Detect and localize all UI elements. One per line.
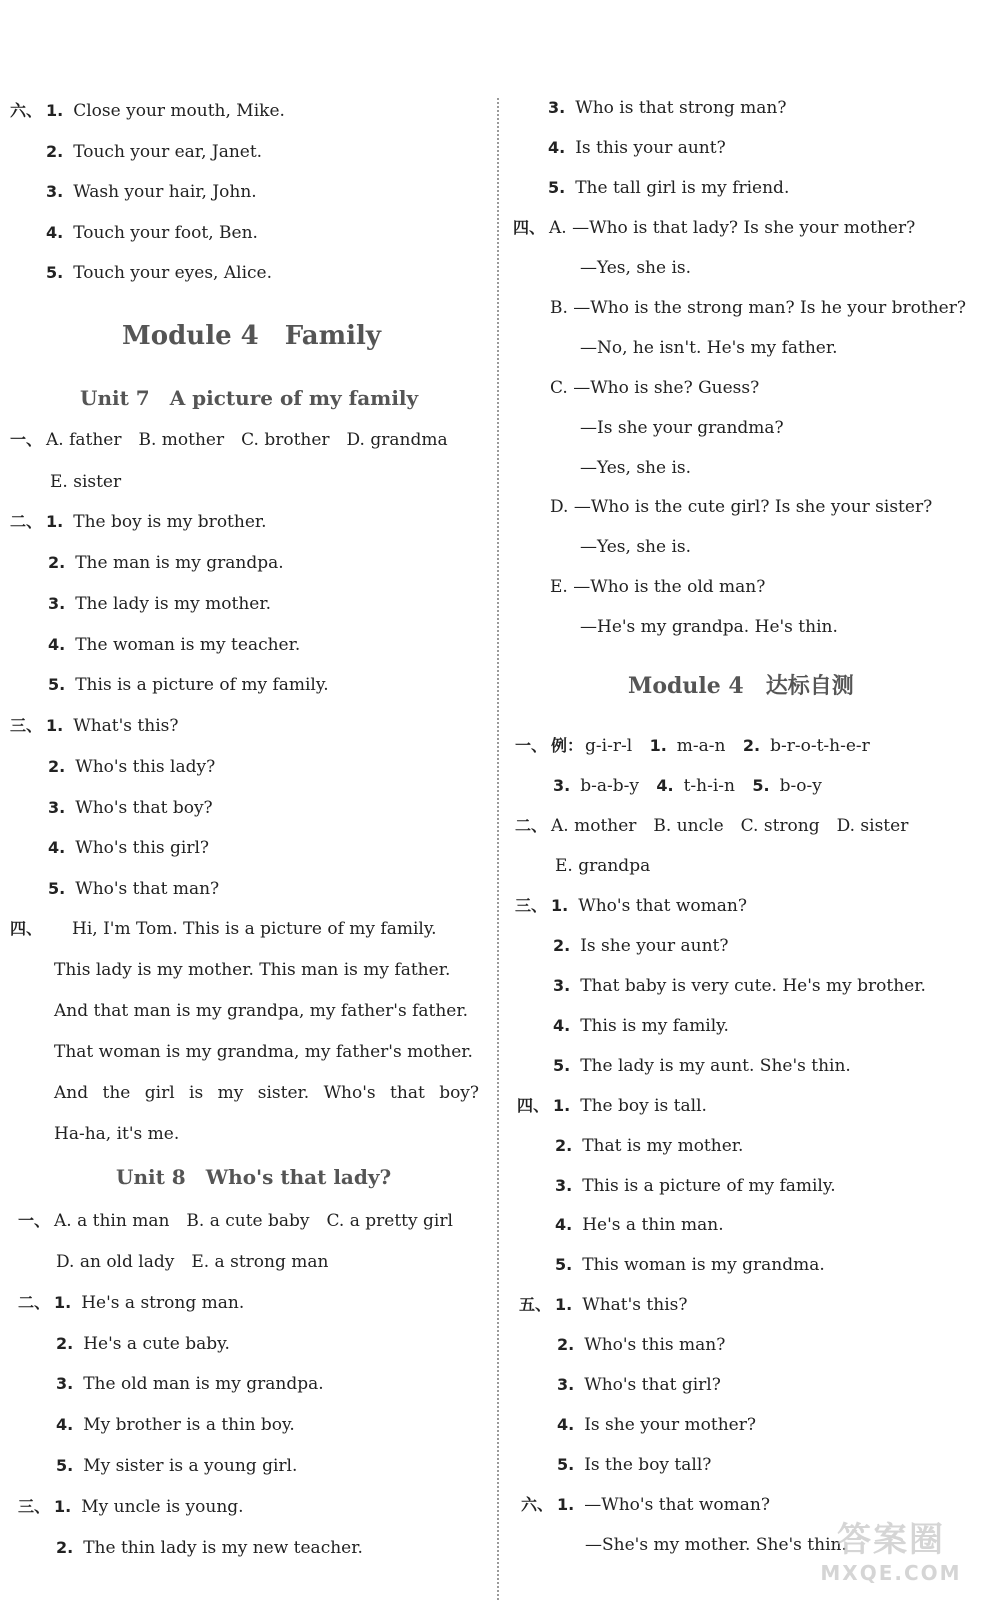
answer-line (46, 141, 262, 163)
item-number: 1. (54, 1293, 72, 1312)
dialogue-line: —Yes, she is. (580, 537, 692, 557)
section-label: 六、 (521, 1495, 554, 1514)
answer-text: A. father B. mother C. brother D. grandma (46, 430, 448, 450)
section-label: 二、 (515, 816, 548, 835)
answer-line (46, 262, 272, 284)
answer-line (557, 1374, 721, 1396)
item-number: 1. (46, 101, 64, 120)
item-number: 1. (551, 896, 569, 915)
item-number: 4. (557, 1415, 575, 1434)
answer-line (555, 1254, 825, 1276)
answer-line (56, 1333, 230, 1355)
answer-line (515, 815, 908, 837)
item-number: 3. (56, 1374, 74, 1393)
section-label: 三、 (10, 716, 43, 735)
item-number: 3. (46, 182, 64, 201)
answer-line (10, 429, 448, 451)
answer-line (548, 97, 786, 119)
item-number: 3. (48, 594, 66, 613)
section-label: 一、 (18, 1211, 51, 1230)
item-number: 4. (46, 223, 64, 242)
passage-line: Ha-ha, it's me. (54, 1124, 180, 1144)
answer-line (517, 1095, 707, 1117)
answer-text: The boy is tall. (580, 1096, 707, 1116)
item-number: 5. (56, 1456, 74, 1475)
passage-line: And that man is my grandpa, my father's father. (54, 1001, 469, 1021)
answer-line (521, 1494, 770, 1516)
item-number: 4. (656, 776, 674, 795)
answer-line (48, 797, 213, 819)
dialogue-line: —No, he isn't. He's my father. (580, 338, 838, 358)
item-number: 2. (56, 1334, 74, 1353)
answer-line (10, 715, 178, 737)
item-number: 3. (553, 976, 571, 995)
item-number: 5. (555, 1255, 573, 1274)
answer-text: —She's my mother. She's thin. (585, 1535, 847, 1555)
answer-text: Touch your foot, Ben. (73, 223, 258, 243)
item-number: 4. (548, 138, 566, 157)
item-number: 1. (553, 1096, 571, 1115)
watermark-logo-text: 答案圈 (837, 1520, 945, 1560)
section-label: 四、 (513, 218, 546, 237)
item-number: 1. (557, 1495, 575, 1514)
watermark-url: MXQE.COM (820, 1561, 962, 1585)
answer-text: b-r-o-t-h-e-r (770, 736, 870, 756)
section-label: 五、 (519, 1295, 552, 1314)
answer-line (10, 511, 267, 533)
section-label: 四、 (10, 919, 43, 938)
answer-text: E. sister (50, 472, 122, 492)
answer-text: Touch your ear, Janet. (73, 142, 263, 162)
item-number: 2. (555, 1136, 573, 1155)
passage-line: That woman is my grandma, my father's mother. (54, 1042, 473, 1062)
dialogue-line: C. —Who is she? Guess? (550, 378, 760, 398)
answer-line (557, 1334, 725, 1356)
answer-text: Who's that man? (75, 879, 220, 899)
answer-text: Who's that girl? (584, 1375, 721, 1395)
answer-line (553, 1055, 851, 1077)
answer-text: The woman is my teacher. (75, 635, 301, 655)
answer-line (557, 1414, 756, 1436)
dialogue-line: B. —Who is the strong man? Is he your brother? (550, 298, 966, 318)
answer-line (56, 1251, 328, 1273)
answer-line (519, 1294, 687, 1316)
section-label: 二、 (10, 512, 43, 531)
answer-line (515, 895, 747, 917)
answer-text: He's a strong man. (81, 1293, 245, 1313)
item-number: 5. (48, 675, 66, 694)
answer-line (18, 1210, 453, 1232)
answer-text: A. mother B. uncle C. strong D. sister (551, 816, 909, 836)
item-number: 2. (48, 553, 66, 572)
unit-title: Unit 7 A picture of my family (80, 386, 419, 410)
unit-title: Unit 8 Who's that lady? (116, 1165, 392, 1189)
answer-text: The old man is my grandpa. (83, 1374, 324, 1394)
answer-text: b-o-y (779, 776, 822, 796)
answer-line (555, 1175, 836, 1197)
answer-line (48, 878, 219, 900)
answer-text: Close your mouth, Mike. (73, 101, 285, 121)
item-number: 1. (46, 716, 64, 735)
answer-text: The thin lady is my new teacher. (83, 1538, 363, 1558)
item-number: 1. (46, 512, 64, 531)
answer-text: The tall girl is my friend. (575, 178, 790, 198)
item-number: 2. (48, 757, 66, 776)
dialogue-line: —Yes, she is. (580, 458, 692, 478)
item-number: 1. (54, 1497, 72, 1516)
section-label: 六、 (10, 101, 43, 120)
answer-line (48, 593, 271, 615)
answer-text: Is the boy tall? (584, 1455, 712, 1475)
answer-line (48, 552, 284, 574)
module-title: Module 4 Family (122, 321, 382, 351)
item-number: 1. (649, 736, 667, 755)
dialogue-line: —Yes, she is. (580, 258, 692, 278)
answer-text: This woman is my grandma. (582, 1255, 825, 1275)
answer-line (56, 1373, 324, 1395)
item-number: 5. (548, 178, 566, 197)
item-number: 4. (553, 1016, 571, 1035)
item-number: 5. (557, 1455, 575, 1474)
dialogue-line: —Is she your grandma? (580, 418, 784, 438)
answer-text: Is she your aunt? (580, 936, 729, 956)
answer-text: Wash your hair, John. (73, 182, 257, 202)
answer-text: Who's that woman? (578, 896, 747, 916)
answer-text: The man is my grandpa. (75, 553, 284, 573)
item-number: 3. (557, 1375, 575, 1394)
item-number: 2. (553, 936, 571, 955)
answer-line (548, 137, 726, 159)
answer-text: D. an old lady E. a strong man (56, 1252, 329, 1272)
dialogue-line: E. —Who is the old man? (550, 577, 766, 597)
answer-text: He's a thin man. (582, 1215, 724, 1235)
answer-text: My brother is a thin boy. (83, 1415, 295, 1435)
answer-text: t-h-i-n (683, 776, 735, 796)
item-number: 3. (555, 1176, 573, 1195)
answer-line (555, 855, 650, 877)
answer-text: He's a cute baby. (83, 1334, 230, 1354)
answer-line (553, 935, 729, 957)
item-number: 4. (48, 635, 66, 654)
passage-line: This lady is my mother. This man is my father. (54, 960, 451, 980)
passage-line: And the girl is my sister. Who's that boy? (54, 1083, 480, 1103)
answer-line (513, 217, 915, 239)
item-number: 3. (548, 98, 566, 117)
answer-line (557, 1454, 711, 1476)
answer-text: Is this your aunt? (575, 138, 726, 158)
item-number: 4. (56, 1415, 74, 1434)
answer-line (46, 222, 258, 244)
answer-line (48, 634, 300, 656)
answer-text: This is my family. (580, 1016, 729, 1036)
item-number: 4. (555, 1215, 573, 1234)
answer-text: Who's this lady? (75, 757, 216, 777)
answer-text: The boy is my brother. (73, 512, 267, 532)
item-number: 2. (56, 1538, 74, 1557)
answer-line (10, 100, 285, 122)
answer-text: Who's this man? (584, 1335, 726, 1355)
item-number: 3. (553, 776, 571, 795)
answer-line (48, 674, 329, 696)
item-number: 2. (557, 1335, 575, 1354)
answer-text: A. a thin man B. a cute baby C. a pretty girl (54, 1211, 453, 1231)
item-number: 3. (48, 798, 66, 817)
dialogue-line: D. —Who is the cute girl? Is she your sister? (550, 497, 933, 517)
answer-line (56, 1537, 363, 1559)
answer-text: My uncle is young. (81, 1497, 244, 1517)
answer-line (46, 181, 257, 203)
answer-text: What's this? (73, 716, 179, 736)
answer-text: This is a picture of my family. (582, 1176, 836, 1196)
section-label: 四、 (517, 1096, 550, 1115)
answer-line (555, 1214, 724, 1236)
answer-text: This is a picture of my family. (75, 675, 329, 695)
answer-line (553, 1015, 729, 1037)
answer-text: My sister is a young girl. (83, 1456, 298, 1476)
example-label: 例： (551, 736, 584, 755)
answer-text: Is she your mother? (584, 1415, 756, 1435)
dialogue-text: A. —Who is that lady? Is she your mother? (549, 218, 916, 238)
answer-text: E. grandpa (555, 856, 651, 876)
item-number: 5. (553, 1056, 571, 1075)
item-number: 5. (752, 776, 770, 795)
section-label: 三、 (18, 1497, 51, 1516)
answer-text: m-a-n (676, 736, 726, 756)
answer-line (48, 837, 209, 859)
answer-line (10, 918, 437, 940)
answer-line (56, 1455, 297, 1477)
site-watermark (796, 1520, 986, 1596)
answer-line (555, 1135, 743, 1157)
passage-text: Hi, I'm Tom. This is a picture of my family. (72, 919, 437, 939)
answer-text: What's this? (582, 1295, 688, 1315)
answer-line (56, 1414, 295, 1436)
answer-line (548, 177, 789, 199)
section-label: 一、 (10, 430, 43, 449)
answer-text: Who is that strong man? (575, 98, 787, 118)
answer-text: g-i-r-l (585, 736, 633, 756)
answer-text: b-a-b-y (580, 776, 639, 796)
test-title: Module 4 达标自测 (628, 673, 854, 699)
answer-line (515, 735, 870, 757)
answer-text: That is my mother. (582, 1136, 744, 1156)
section-label: 二、 (18, 1293, 51, 1312)
answer-line (48, 756, 215, 778)
item-number: 4. (48, 838, 66, 857)
answer-text: The lady is my aunt. She's thin. (580, 1056, 851, 1076)
item-number: 2. (46, 142, 64, 161)
answer-line (50, 471, 121, 493)
answer-line (553, 775, 822, 797)
dialogue-line: —He's my grandpa. He's thin. (580, 617, 838, 637)
item-number: 1. (555, 1295, 573, 1314)
answer-line (553, 975, 926, 997)
answer-text: —Who's that woman? (584, 1495, 770, 1515)
item-number: 5. (48, 879, 66, 898)
answer-text: That baby is very cute. He's my brother. (580, 976, 926, 996)
answer-text: Who's that boy? (75, 798, 213, 818)
answer-text: The lady is my mother. (75, 594, 271, 614)
item-number: 2. (742, 736, 761, 755)
column-divider (497, 98, 499, 1600)
answer-text: Touch your eyes, Alice. (73, 263, 273, 283)
answer-text: Who's this girl? (75, 838, 210, 858)
section-label: 三、 (515, 896, 548, 915)
answer-line (18, 1496, 244, 1518)
answer-line (18, 1292, 244, 1314)
section-label: 一、 (515, 736, 548, 755)
item-number: 5. (46, 263, 64, 282)
